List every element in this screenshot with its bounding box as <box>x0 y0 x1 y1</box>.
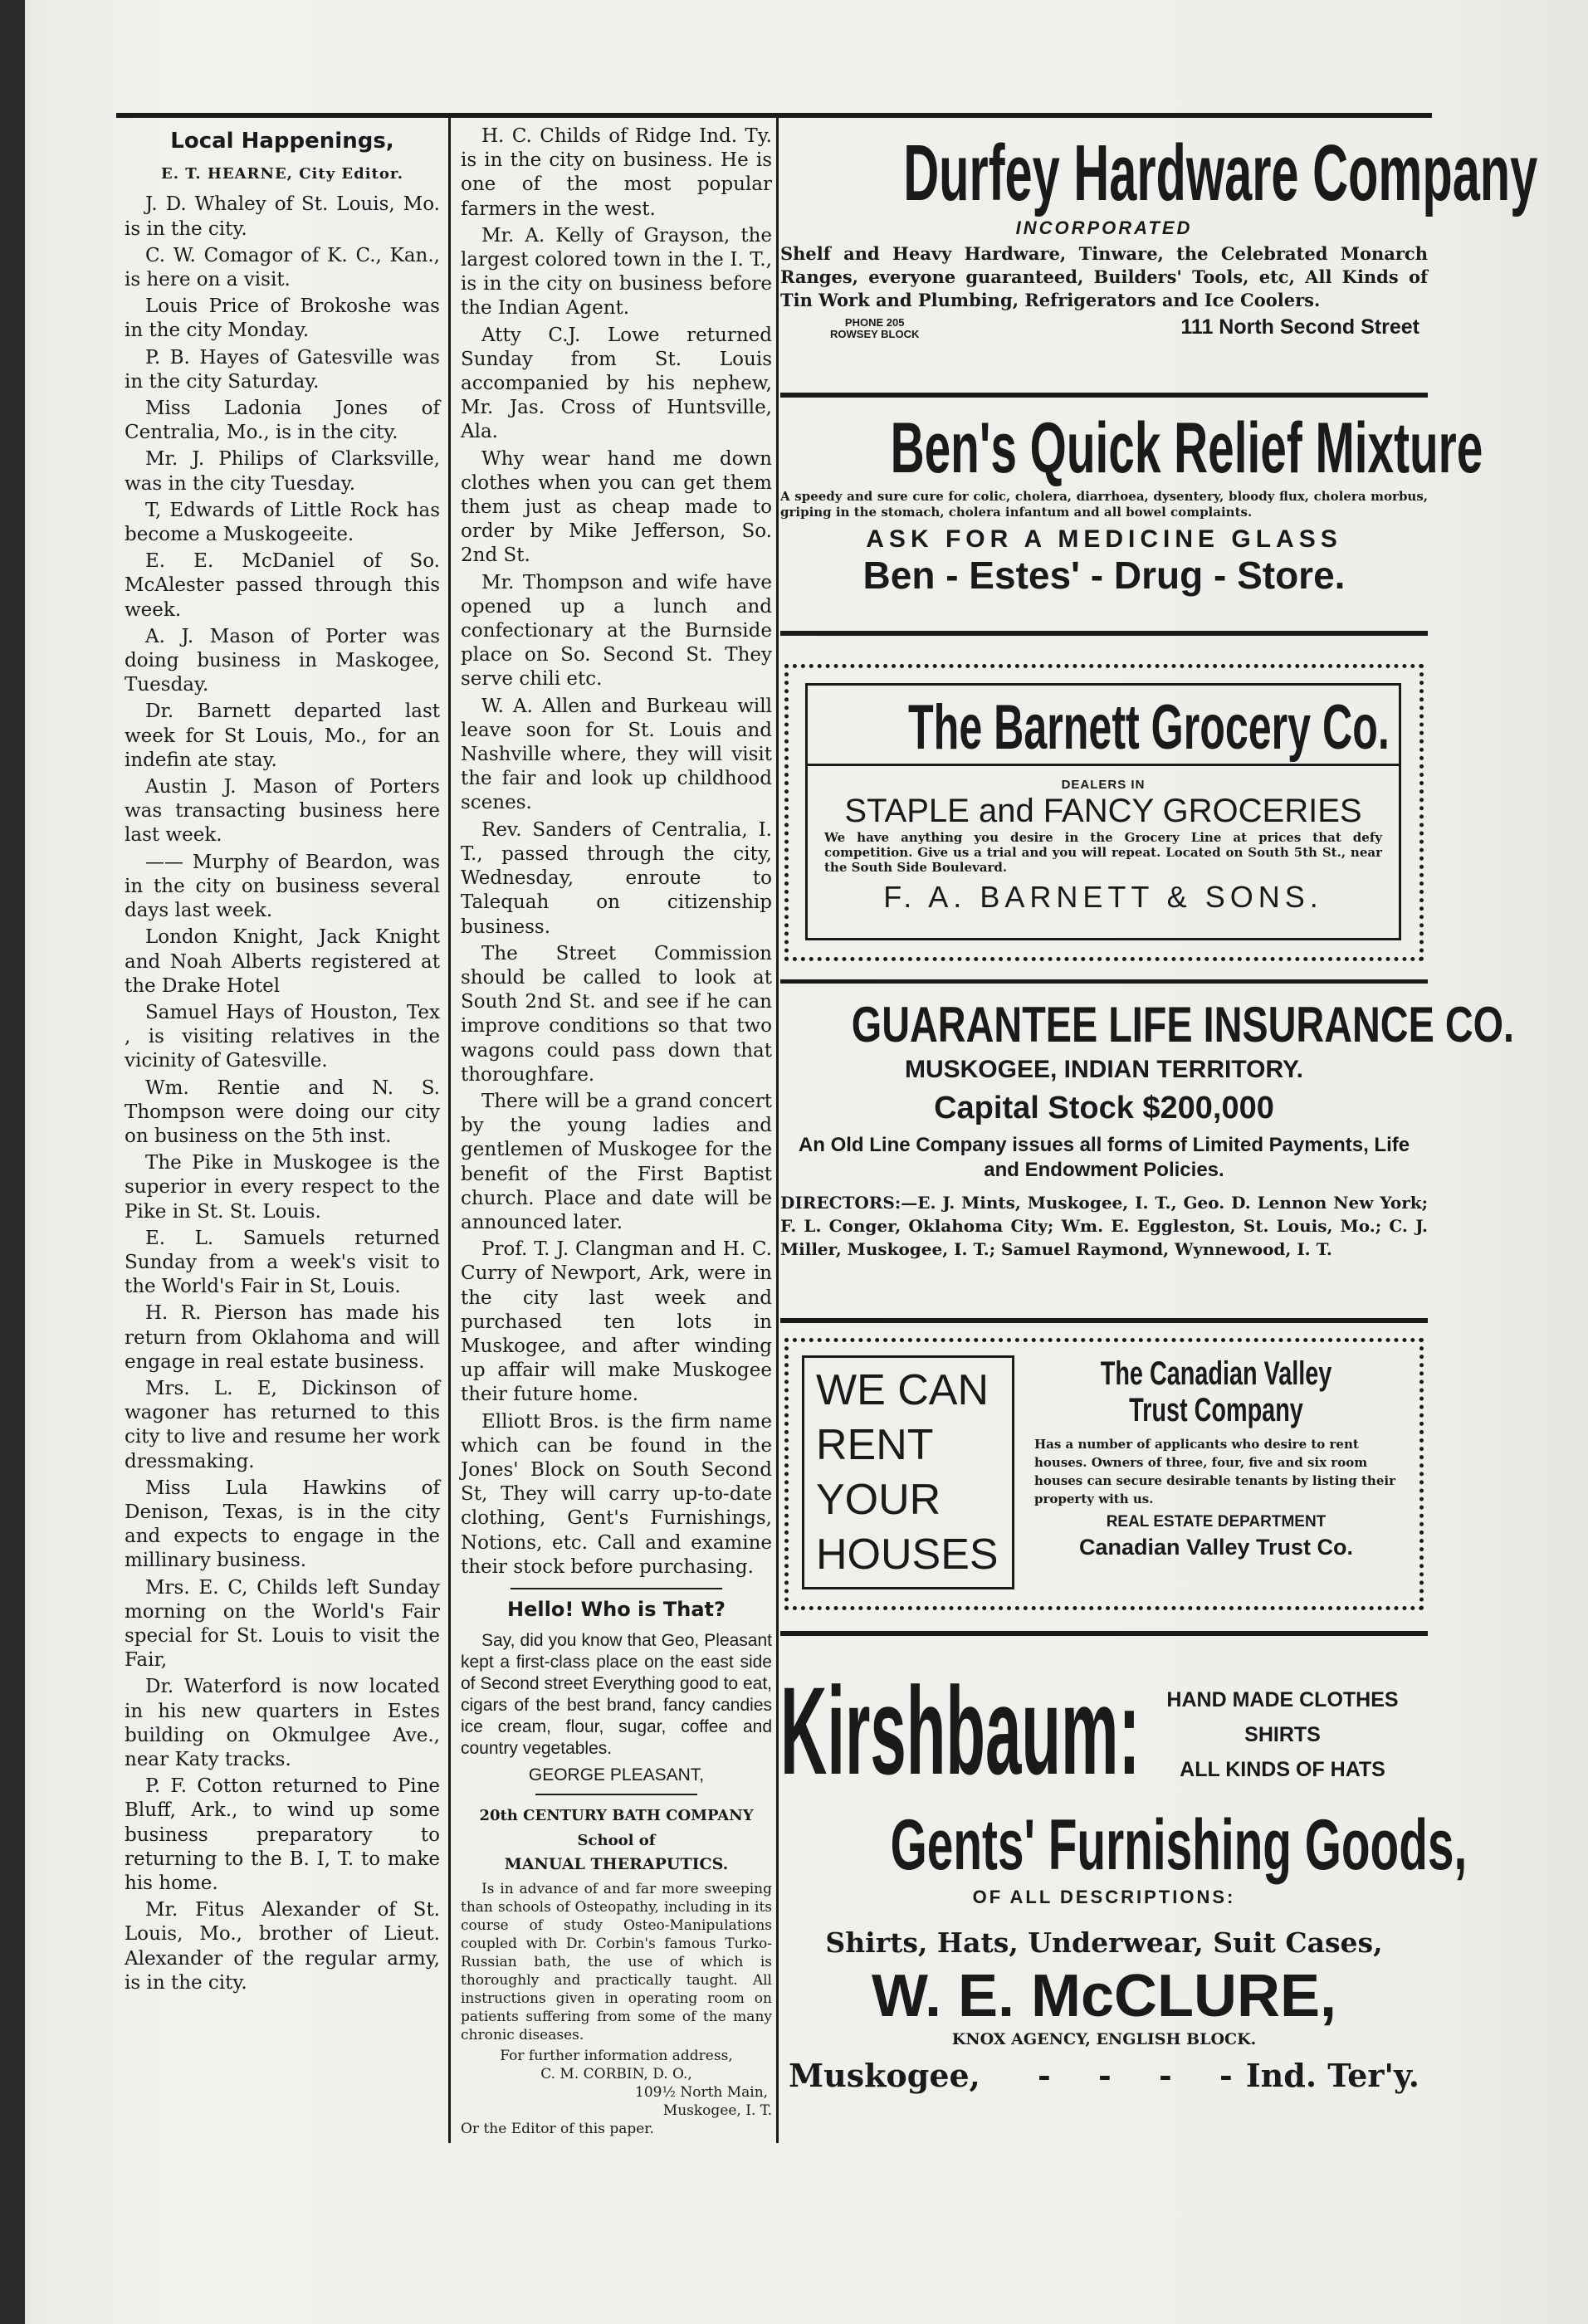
news-item: Mr. Thompson and wife have opened up a lunch and confectionary at the Burnside place on So. Second St. They serve chili etc. <box>461 571 772 691</box>
column-divider-2 <box>776 118 779 2143</box>
bens-title: Ben's Quick Relief Mixture <box>890 408 1483 488</box>
canadian-text-block <box>1029 1355 1403 1588</box>
kirshbaum-line-3: ALL KINDS OF HATS <box>1180 1758 1385 1781</box>
news-item: There will be a grand concert by the young ladies and gentlemen of Muskogee for the benefit of the First Baptist church. Place and date will be announced later. <box>461 1090 772 1233</box>
rent-line: WE CAN <box>816 1366 989 1414</box>
barnett-title: The Barnett Grocery Co. <box>908 692 1390 763</box>
mcclure-agency: KNOX AGENCY, ENGLISH BLOCK. <box>951 2030 1257 2048</box>
town-name: Muskogee, <box>789 2057 980 2094</box>
bens-ask: ASK FOR A MEDICINE GLASS <box>866 525 1342 553</box>
local-happenings-column <box>125 124 440 1998</box>
territory: Ind. Ter'y. <box>1245 2057 1419 2094</box>
rent-line: YOUR <box>816 1476 941 1524</box>
news-item: Why wear hand me down clothes when you can get them them just as cheap made to order by Mike Jefferson, So. 2nd St. <box>461 447 772 567</box>
column-heading: Local Happenings, <box>170 129 394 154</box>
barnett-sons: F. A. BARNETT & SONS. <box>883 880 1323 914</box>
ad-divider <box>780 979 1428 984</box>
location-line <box>780 2057 1428 2107</box>
canadian-sign: Canadian Valley Trust Co. <box>1078 1535 1354 1560</box>
barnett-inner-box <box>805 683 1401 940</box>
news-item: Dr. Waterford is now located in his new quarters in Estes building on Okmulgee Ave., near Katy tracks. <box>125 1676 440 1770</box>
news-items <box>461 124 772 1579</box>
news-column-2 <box>461 124 772 2138</box>
news-item: Louis Price of Brokoshe was in the city Monday. <box>125 295 440 342</box>
barnett-grocery-ad <box>784 664 1424 961</box>
barnett-text: We have anything you desire in the Grocery Line at prices that defy competition. Give us a trial and you will repeat. Located on South 5th St., near the South Side Boulevard. <box>824 830 1382 875</box>
news-item: Miss Lula Hawkins of Denison, Texas, is in the city and expects to engage in the millinary business. <box>125 1477 440 1572</box>
top-rule <box>116 113 1432 118</box>
kirshbaum-line-2: SHIRTS <box>1244 1723 1321 1746</box>
durfey-text: Shelf and Heavy Hardware, Tinware, the Celebrated Monarch Ranges, everyone guaranteed, Builders' Tools, etc, All Kinds of Tin Work and Plumbing, Refrigerators and Ice Coolers. <box>780 243 1428 310</box>
kirshbaum-name: Kirshbaum: <box>780 1661 1141 1800</box>
durfey-incorporated: INCORPORATED <box>1015 217 1193 238</box>
bath-or: Or the Editor of this paper. <box>461 2121 654 2137</box>
news-item: Atty C.J. Lowe returned Sunday from St. Louis accompanied by his nephew, Mr. Jas. Cross of Huntsville, Ala. <box>461 324 772 443</box>
durfey-phone: PHONE 205 <box>844 316 905 329</box>
gents-furnishing: Gents' Furnishing Goods, <box>890 1805 1468 1885</box>
bens-relief-ad <box>780 408 1483 618</box>
news-item: C. W. Comagor of K. C., Kan., is here on a visit. <box>125 244 440 291</box>
kirshbaum-mcclure-ad <box>780 1656 1468 2146</box>
durfey-title: Durfey Hardware Company <box>903 129 1538 217</box>
durfey-address: 111 North Second Street <box>1180 315 1419 339</box>
news-item: T, Edwards of Little Rock has become a Muskogeeite. <box>125 499 440 546</box>
bath-title: MANUAL THERAPUTICS. <box>504 1854 729 1873</box>
news-item: Samuel Hays of Houston, Tex , is visiting relatives in the vicinity of Gatesville. <box>125 1001 440 1072</box>
news-item: —— Murphy of Beardon, was in the city on business several days last week. <box>125 851 440 922</box>
news-item: Rev. Sanders of Centralia, I. T., passed through the city, Wednesday, enroute to Talequah on citizenship business. <box>461 818 772 938</box>
hello-sign: GEORGE PLEASANT, <box>528 1765 705 1785</box>
kirshbaum-lines <box>1137 1682 1428 1787</box>
bens-store: Ben - Estes' - Drug - Store. <box>862 554 1346 597</box>
canadian-valley-ad <box>784 1338 1424 1610</box>
news-item: J. D. Whaley of St. Louis, Mo. is in the city. <box>125 193 440 240</box>
news-item: Mrs. L. E, Dickinson of wagoner has returned to this city to live and resume her work dressmaking. <box>125 1377 440 1472</box>
news-item: Mr. J. Philips of Clarksville, was in the city Tuesday. <box>125 448 440 495</box>
news-item: Mrs. E. C, Childs left Sunday morning on the World's Fair special for St. Louis to visit the Fair, <box>125 1576 440 1672</box>
news-item: London Knight, Jack Knight and Noah Alberts registered at the Drake Hotel <box>125 926 440 997</box>
rent-line: RENT <box>816 1421 934 1469</box>
guarantee-title: GUARANTEE LIFE INSURANCE CO. <box>851 997 1515 1052</box>
hello-heading: Hello! Who is That? <box>507 1597 726 1621</box>
kirshbaum-items: Shirts, Hats, Underwear, Suit Cases, <box>825 1926 1383 1959</box>
news-item: Miss Ladonia Jones of Centralia, Mo., is in the city. <box>125 398 440 444</box>
ad-divider <box>780 1318 1428 1323</box>
news-item: Dr. Barnett departed last week for St Louis, Mo., for an indefin ate stay. <box>125 701 440 771</box>
guarantee-capital: Capital Stock $200,000 <box>934 1091 1274 1125</box>
barnett-staple: STAPLE and FANCY GROCERIES <box>844 793 1362 829</box>
column-divider-1 <box>448 118 451 2143</box>
ad-divider <box>780 1631 1428 1636</box>
guarantee-location: MUSKOGEE, INDIAN TERRITORY. <box>904 1056 1304 1083</box>
canadian-text: Has a number of applicants who desire to rent houses. Owners of three, four, five and six room houses can secure desirable tenants by listing their property with us. <box>1034 1437 1395 1506</box>
news-item: The Street Commission should be called to look at South 2nd St. and see if he can improve conditions so that two wagons could pass down that thoroughfare. <box>461 942 772 1086</box>
divider <box>808 764 1399 766</box>
news-item: E. L. Samuels returned Sunday from a week's visit to the World's Fair in St, Louis. <box>125 1227 440 1298</box>
bens-text: A speedy and sure cure for colic, cholera, diarrhoea, dysentery, bloody flux, cholera morbus, griping in the stomach, cholera infantum and all bowel complaints. <box>780 489 1428 520</box>
news-item: Austin J. Mason of Porters was transacting business here last week. <box>125 776 440 847</box>
kirshbaum-desc: OF ALL DESCRIPTIONS: <box>972 1887 1236 1907</box>
divider <box>535 1794 697 1795</box>
durfey-phone-block <box>830 317 919 340</box>
kirshbaum-line-1: HAND MADE CLOTHES <box>1166 1688 1399 1711</box>
news-item: The Pike in Muskogee is the superior in every respect to the Pike in St. St. Louis. <box>125 1152 440 1223</box>
durfey-block: ROWSEY BLOCK <box>830 328 920 340</box>
rent-box <box>802 1355 1014 1589</box>
bath-text: Is in advance of and far more sweeping than schools of Osteopathy, including in its course of study Osteo-Manipulations coupled with Dr. Corbin's famous Turko-Russian bath, the use of which is thoroughly and practically taught. All instructions given in operating room on patients suffering from some of the many chronic diseases. <box>461 1881 772 2043</box>
ad-divider <box>780 631 1428 636</box>
news-item: H. C. Childs of Ridge Ind. Ty. is in the city on business. He is one of the most popular farmers in the west. <box>461 125 772 220</box>
news-item: H. R. Pierson has made his return from Oklahoma and will engage in real estate business. <box>125 1302 440 1373</box>
mcclure-name: W. E. McCLURE, <box>871 1963 1337 2029</box>
canadian-title: The Canadian Valley Trust Company <box>1100 1355 1332 1428</box>
news-item: W. A. Allen and Burkeau will leave soon for St. Louis and Nashville where, they will visit the fair and look up childhood scenes. <box>461 695 772 814</box>
bath-heading: 20th CENTURY BATH COMPANY <box>479 1807 754 1825</box>
durfey-hardware-ad <box>780 129 1538 382</box>
news-item: Mr. A. Kelly of Grayson, the largest colored town in the I. T., is in the city on business before the Indian Agent. <box>461 224 772 320</box>
guarantee-text: An Old Line Company issues all forms of Limited Payments, Life and Endowment Policies. <box>798 1134 1410 1181</box>
rent-lines <box>804 1358 1012 1582</box>
news-item: P. B. Hayes of Gatesville was in the city Saturday. <box>125 346 440 393</box>
divider <box>511 1588 722 1589</box>
bath-address-2: Muskogee, I. T. <box>662 2102 772 2119</box>
dot-leader: - - - - <box>1038 2057 1251 2094</box>
ad-divider <box>780 393 1428 398</box>
news-item: A. J. Mason of Porter was doing business in Maskogee, Tuesday. <box>125 625 440 696</box>
bath-address-1: 109½ North Main, <box>635 2084 769 2101</box>
news-item: Prof. T. J. Clangman and H. C. Curry of Newport, Ark, were in the city last week and purchased ten lots in Muskogee, and after winding up affair will make Muskogee their future home. <box>461 1238 772 1406</box>
bath-school: School of <box>577 1831 656 1849</box>
guarantee-directors: DIRECTORS:—E. J. Mints, Muskogee, I. T., Geo. D. Lennon New York; F. L. Conger, Oklahoma City; Wm. E. Eggleston, St. Louis, Mo.; C. J. Miller, Muskogee, I. T.; Samuel Raymond, Wynnewood, I. T. <box>780 1193 1428 1259</box>
guarantee-life-ad <box>780 996 1515 1311</box>
news-item: P. F. Cotton returned to Pine Bluff, Ark., to wind up some business preparatory to returning to the B. I, T. to make his home. <box>125 1775 440 1895</box>
news-items <box>125 193 440 1995</box>
barnett-dealers: DEALERS IN <box>1061 778 1146 792</box>
hello-text: Say, did you know that Geo, Pleasant kept a first-class place on the east side of Second street Everything good to eat, cigars of the best brand, fancy candies ice cream, flour, sugar, coffee and country vegetables. <box>461 1631 772 1759</box>
news-item: E. E. McDaniel of So. McAlester passed through this week. <box>125 550 440 621</box>
rent-line: HOUSES <box>816 1531 999 1579</box>
city-editor-line: E. T. HEARNE, City Editor. <box>161 165 403 183</box>
news-item: Elliott Bros. is the firm name which can be found in the Jones' Block on South Second St, They will carry up-to-date clothing, Gent's Furnishings, Notions, etc. Call and examine their stock before purchasing. <box>461 1410 772 1578</box>
page-edge <box>0 0 25 2324</box>
news-item: Mr. Fitus Alexander of St. Louis, Mo., brother of Lieut. Alexander of the regular army, is in the city. <box>125 1899 440 1994</box>
news-item: Wm. Rentie and N. S. Thompson were doing our city on business on the 5th inst. <box>125 1077 440 1147</box>
bath-name: C. M. CORBIN, D. O., <box>540 2066 692 2082</box>
bath-further: For further information address, <box>500 2048 733 2064</box>
canadian-dept: REAL ESTATE DEPARTMENT <box>1106 1513 1327 1531</box>
